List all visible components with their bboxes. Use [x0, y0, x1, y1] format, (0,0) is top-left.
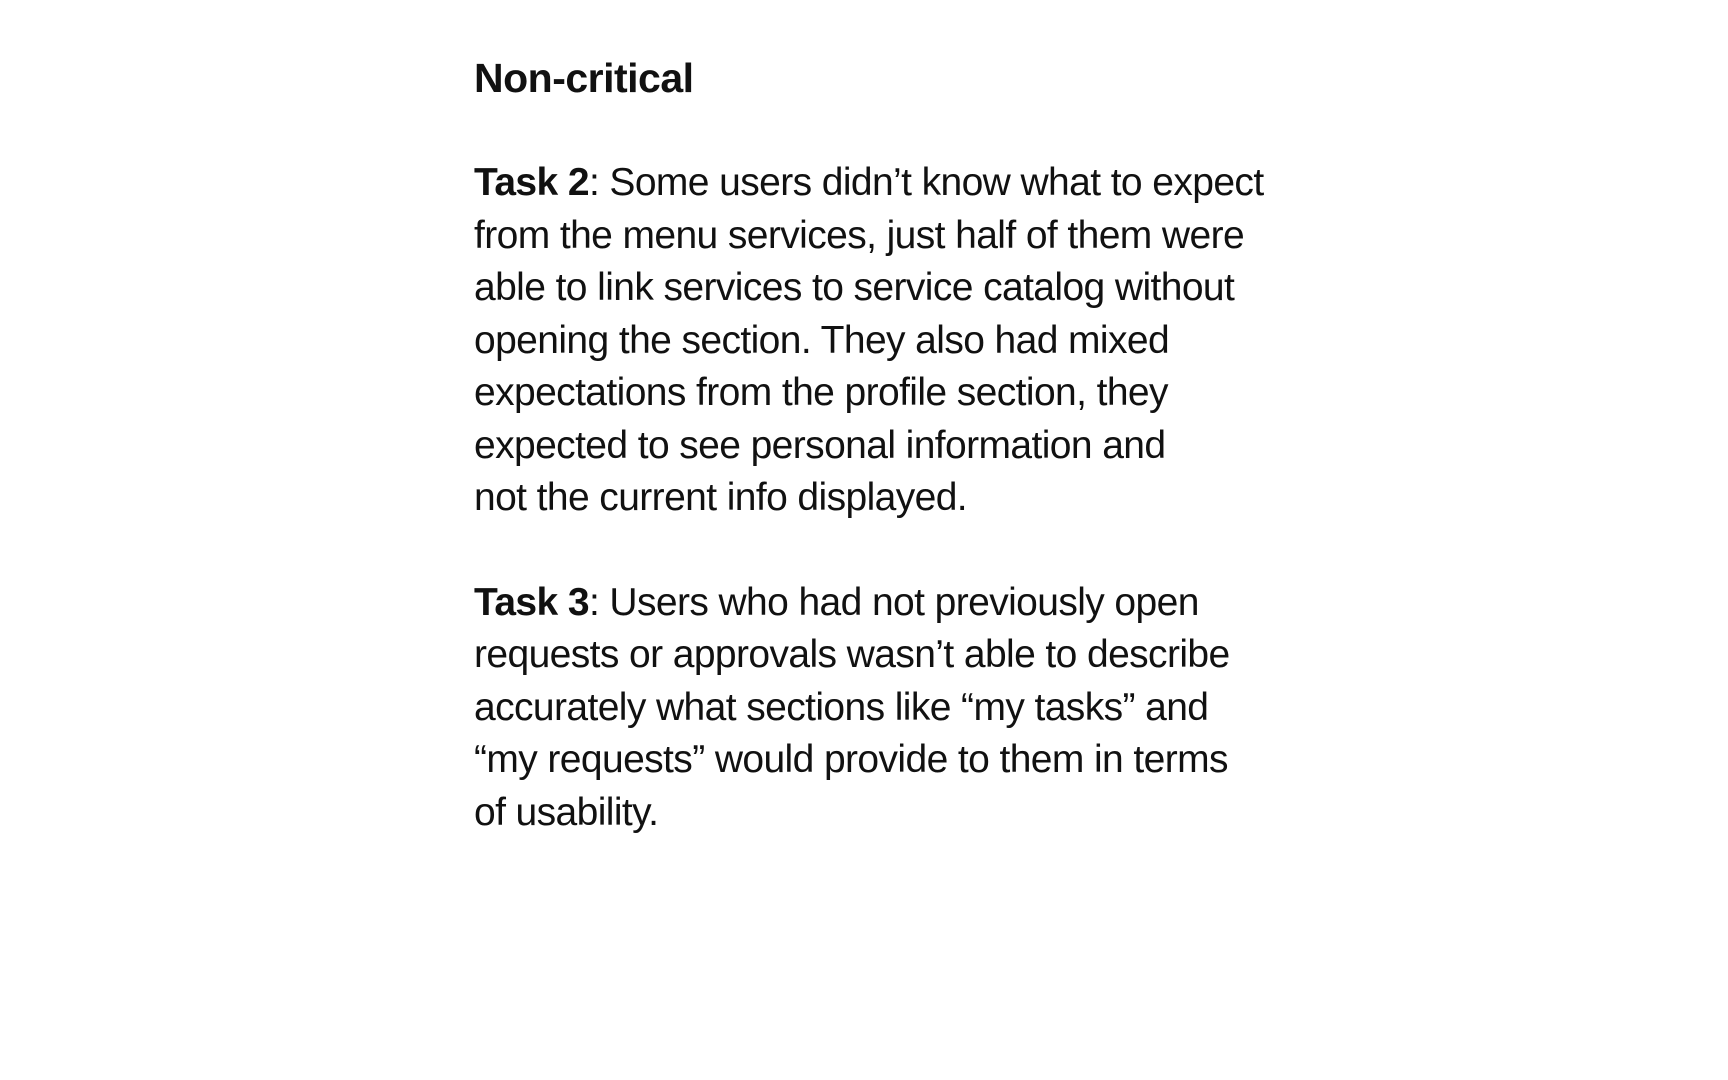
task-3-text: : Users who had not previously open [588, 580, 1199, 624]
task-2-line-1 [474, 157, 1434, 210]
task-3-line-5: of usability. [474, 790, 659, 834]
task-2-line-3: able to link services to service catalog without [474, 266, 1235, 309]
task-2-line-4: opening the section. They also had mixed [474, 318, 1170, 362]
section-heading: Non-critical [474, 55, 694, 101]
spacer [474, 525, 1434, 577]
task-2-line-2: from the menu services, just half of them were [474, 213, 1245, 257]
task-2-line-5: expectations from the profile section, they [474, 371, 1168, 414]
task-3-paragraph [474, 577, 1434, 840]
task-3-line-1 [474, 577, 1434, 630]
task-3-line-3: accurately what sections like “my tasks” and [474, 685, 1209, 729]
task-2-line-7: not the current info displayed. [474, 476, 968, 519]
task-3-line-2: requests or approvals wasn’t able to describe [474, 633, 1230, 676]
task-3-label: Task 3 [474, 580, 589, 624]
task-2-line-6: expected to see personal information and [474, 423, 1166, 467]
task-2-text: : Some users didn’t know what to expect [588, 161, 1264, 204]
task-2-paragraph [474, 157, 1434, 525]
task-3-line-4: “my requests” would provide to them in terms [474, 738, 1228, 781]
task-2-label: Task 2 [474, 161, 589, 204]
spacer [474, 104, 1434, 157]
slide-content [474, 52, 1434, 839]
